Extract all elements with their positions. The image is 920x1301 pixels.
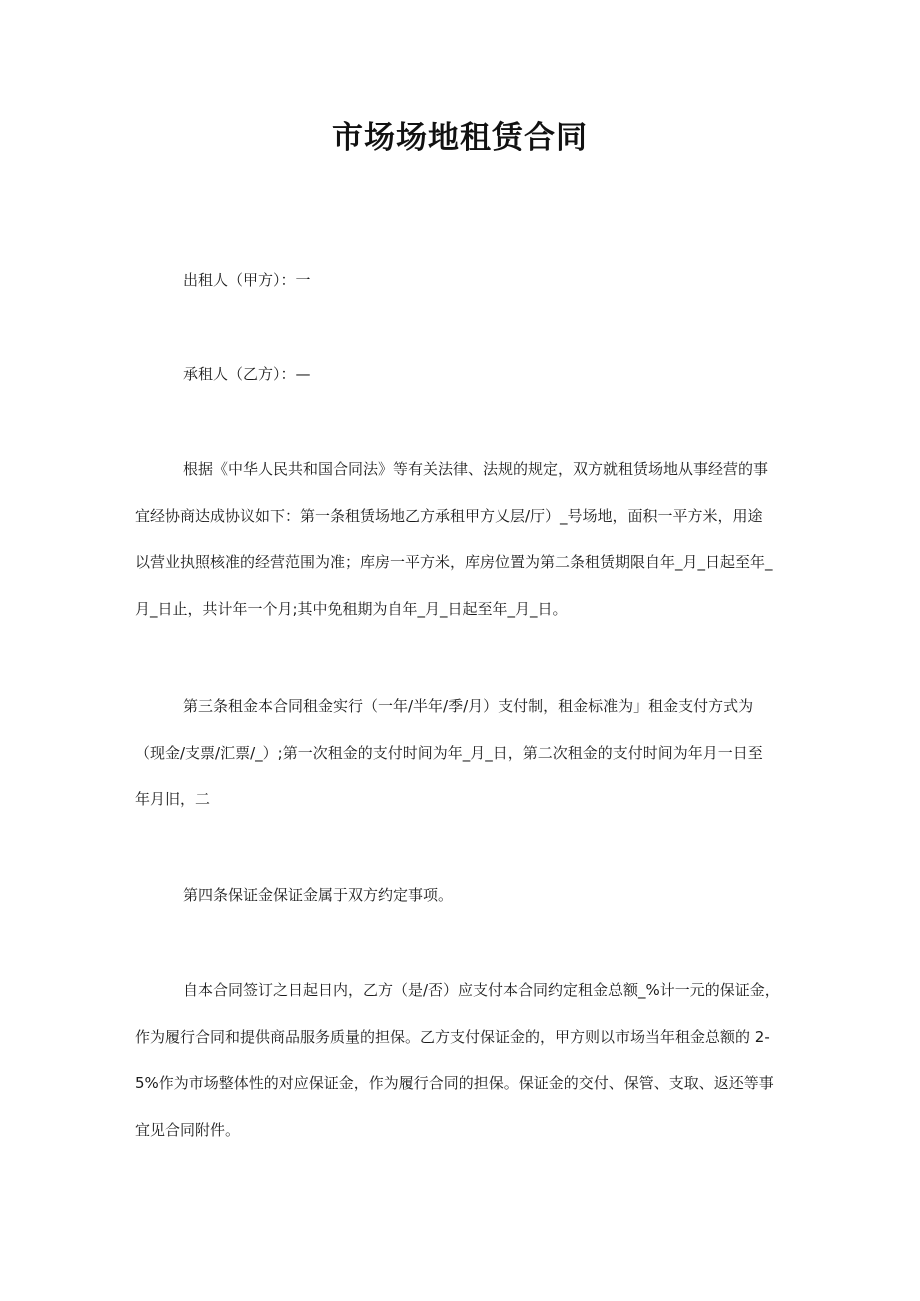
text-line: 根据《中华人民共和国合同法》等有关法律、法规的规定，双方就租赁场地从事经营的事 (183, 460, 769, 478)
text-line: 以营业执照核准的经营范围为准；库房一平方米，库房位置为第二条租赁期限自年_月_日起至年_ (135, 553, 773, 571)
text-line: 宜经协商达成协议如下：第一条租赁场地乙方承租甲方乂层/厅）_号场地，面积一平方米，用途 (135, 506, 763, 525)
text-line: 5%作为市场整体性的对应保证金，作为履行合同的担保。保证金的交付、保管、支取、返还等事 (135, 1074, 774, 1092)
paragraph-deposit-terms (135, 967, 790, 1153)
text-line: （现金/支票/汇票/_）;第一次租金的支付时间为年_月_日，第二次租金的支付时间为年月一日至 (135, 743, 763, 762)
paragraph-deposit-heading: 第四条保证金保证金属于双方约定事项。 (183, 886, 454, 904)
paragraph-rent (135, 683, 790, 823)
text-line: 宜见合同附件。 (135, 1120, 241, 1139)
document-title: 市场场地租赁合同 (332, 120, 588, 156)
text-line: 年月旧，二 (135, 790, 211, 808)
text-line: 第三条租金本合同租金实行（一年/半年/季/月）支付制，租金标准为」租金支付方式为 (183, 697, 754, 715)
text-line: 自本合同签订之日起日内，乙方（是/否）应支付本合同约定租金总额_%计一元的保证金， (183, 981, 780, 999)
lessee-line: 承租人（乙方）：— (183, 365, 311, 383)
text-line: 月_日止，共计年一个月;其中免租期为自年_月_日起至年_月_日。 (135, 599, 568, 618)
paragraph-lease-terms (135, 446, 790, 632)
lessor-line: 出租人（甲方）：一 (183, 271, 311, 289)
text-line: 作为履行合同和提供商品服务质量的担保。乙方支付保证金的，甲方则以市场当年租金总额的 2- (135, 1027, 770, 1046)
